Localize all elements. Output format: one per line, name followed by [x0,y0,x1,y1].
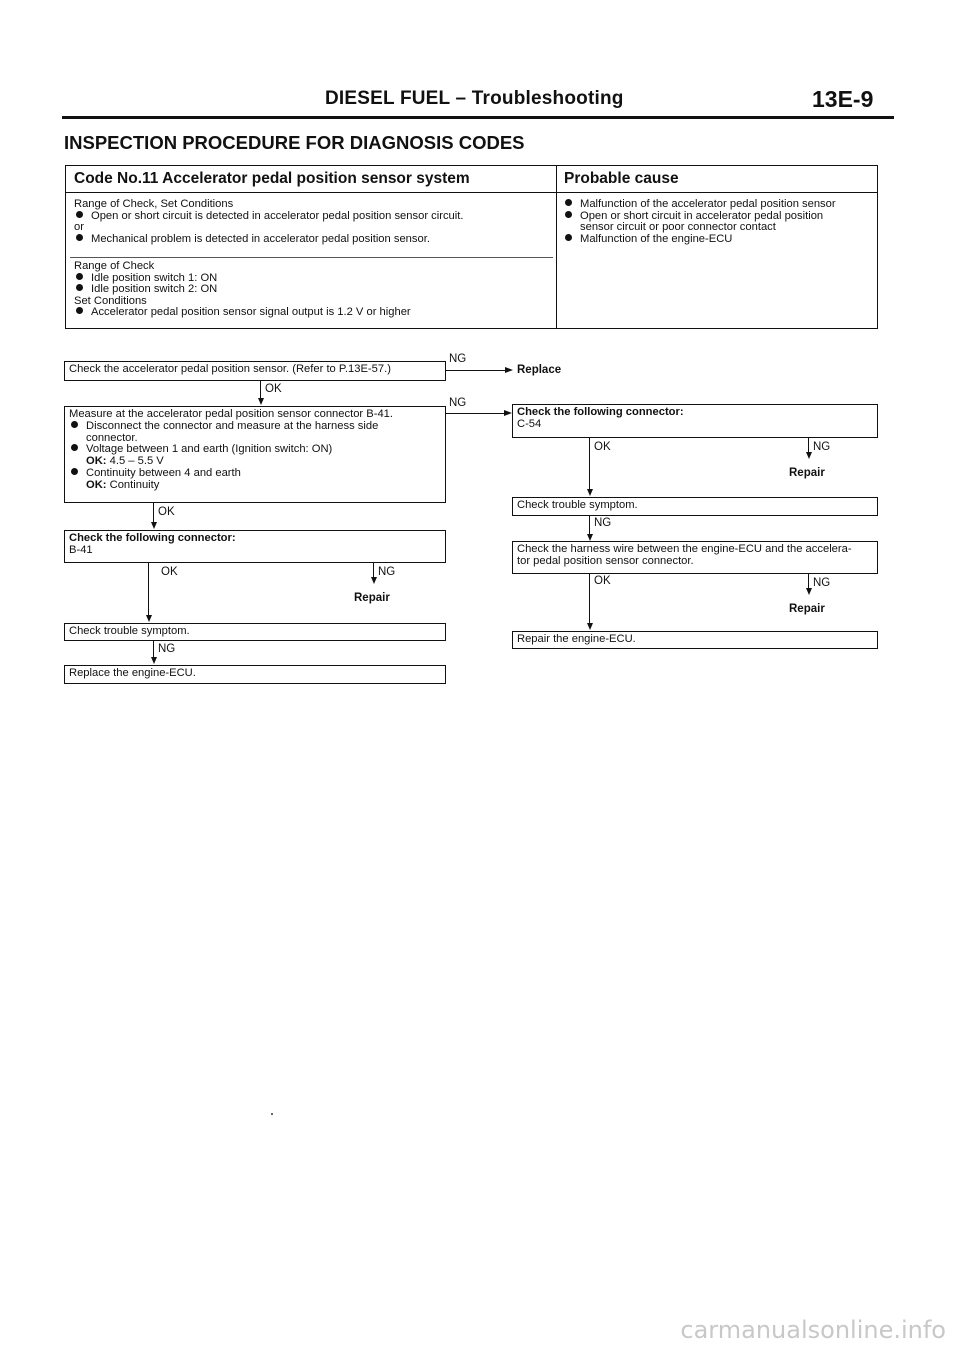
ng-label: NG [449,397,467,409]
bullet-icon [76,307,83,314]
ng-label: NG [449,353,467,365]
ng-label: NG [158,643,176,655]
arrow-right-icon [505,367,513,373]
step-check-connector-b41: Check the following connector: B-41 [64,530,446,563]
step-repair-ecu: Repair the engine-ECU. [512,631,878,649]
connector-line [589,574,590,624]
step-measure-connector: Measure at the accelerator pedal position sensor connector B-41. Disconnect the connector and measure at the harness side connector. Voltage between 1 and earth (Ignition switch: ON) OK: 4.5 – 5.5 V Continuity between 4 and earth OK: Continuity [64,406,446,503]
page-number: 13E-9 [812,86,874,112]
ng-label: NG [378,566,396,578]
replace-action: Replace [517,364,562,376]
page-header-title: DIESEL FUEL – Troubleshooting [325,88,624,109]
ok-label: OK [161,566,178,578]
connector-line [373,563,374,578]
step-check-connector-c54: Check the following connector: C-54 [512,404,878,438]
header-rule [62,116,894,119]
ok-label: OK [594,575,611,587]
bullet-icon [565,199,572,206]
watermark: carmanualsonline.info [680,1316,946,1344]
ok-label: OK [265,383,282,395]
arrow-down-icon [806,452,812,459]
table-block-divider [70,257,553,258]
bullet-icon [71,421,78,428]
section-title: INSPECTION PROCEDURE FOR DIAGNOSIS CODES [64,132,525,153]
connector-line [808,574,809,589]
conditions-block-1: Range of Check, Set Conditions Open or short circuit is detected in accelerator pedal position sensor circuit. or Mechanical problem is detected in accelerator pedal position sensor. [74,198,464,245]
connector-line [446,370,506,371]
bullet-icon [76,234,83,241]
ng-label: NG [813,441,831,453]
connector-line [260,381,261,399]
repair-action: Repair [789,603,825,615]
arrow-down-icon [371,577,377,584]
bullet-icon [71,468,78,475]
step-check-symptom: Check trouble symptom. [64,623,446,641]
ok-label: OK [158,506,175,518]
step-replace-ecu: Replace the engine-ECU. [64,665,446,684]
connector-line [589,438,590,490]
arrow-down-icon [587,489,593,496]
bullet-icon [565,234,572,241]
table-header-divider [66,192,877,193]
bullet-icon [565,211,572,218]
probable-causes: Malfunction of the accelerator pedal position sensor Open or short circuit in accelerator pedal position sensor circuit or poor connector contact Malfunction of the engine-ECU [563,199,836,245]
arrow-down-icon [587,623,593,630]
ng-label: NG [813,577,831,589]
scan-speck [271,1113,273,1115]
step-check-harness: Check the harness wire between the engine-ECU and the accelera- tor pedal position sensor connector. [512,541,878,574]
bullet-icon [76,273,83,280]
connector-line [446,413,504,414]
step-check-sensor: Check the accelerator pedal position sensor. (Refer to P.13E-57.) [64,361,446,381]
table-header-cause: Probable cause [564,170,679,187]
arrow-down-icon [146,615,152,622]
diagnosis-table [65,165,878,329]
conditions-block-2: Range of Check Idle position switch 1: ON Idle position switch 2: ON Set Conditions Accelerator pedal position sensor signal output is 1.2 V or higher [74,260,411,319]
table-column-divider [556,166,557,328]
ng-label: NG [594,517,612,529]
connector-line [153,641,154,658]
repair-action: Repair [354,592,390,604]
bullet-icon [76,284,83,291]
bullet-icon [76,211,83,218]
bullet-icon [71,444,78,451]
step-check-symptom-right: Check trouble symptom. [512,497,878,516]
connector-line [153,503,154,523]
arrow-down-icon [151,522,157,529]
table-header-code: Code No.11 Accelerator pedal position sensor system [74,170,470,187]
connector-line [148,563,149,616]
arrow-right-icon [504,410,512,416]
connector-line [808,438,809,453]
arrow-down-icon [806,588,812,595]
connector-line [589,516,590,535]
arrow-down-icon [587,534,593,541]
repair-action: Repair [789,467,825,479]
ok-label: OK [594,441,611,453]
arrow-down-icon [151,657,157,664]
arrow-down-icon [258,398,264,405]
